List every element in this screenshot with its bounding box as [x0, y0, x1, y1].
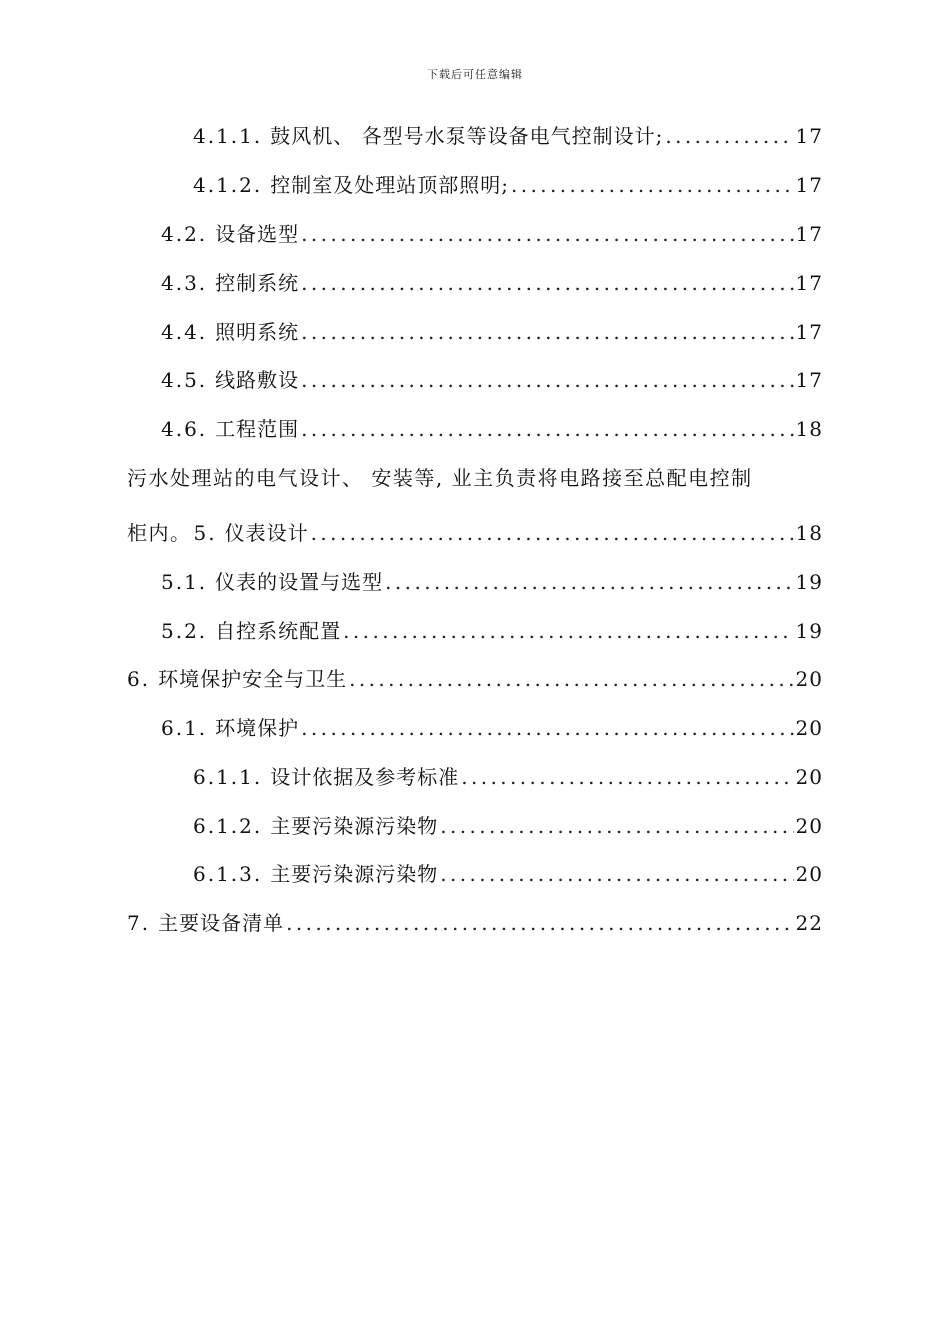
toc-entry-page: 17: [795, 271, 823, 295]
stray-paragraph-line: 污水处理站的电气设计、 安装等, 业主负责将电路接至总配电控制: [127, 466, 753, 490]
dot-leader: [301, 708, 793, 748]
toc-entry-page: 22: [795, 911, 823, 935]
dot-leader: [440, 806, 793, 846]
toc-entry-page: 17: [795, 173, 823, 197]
toc-entry-number: 6.1.2.: [193, 814, 263, 838]
toc-entry-page: 18: [795, 521, 823, 545]
toc-entry-title: 控制室及处理站顶部照明;: [270, 173, 509, 197]
toc-entry-number: 7.: [127, 911, 151, 935]
toc-entry-number: 4.4.: [161, 320, 208, 344]
toc-entry-4-5[interactable]: [161, 360, 823, 400]
toc-entry-4-6[interactable]: [161, 409, 823, 449]
toc-entry-page: 20: [795, 814, 823, 838]
toc-entry-page: 17: [795, 222, 823, 246]
toc-entry-title: 设备选型: [215, 222, 300, 246]
toc-entry-6-1[interactable]: [161, 708, 823, 748]
toc-entry-title: 自控系统配置: [215, 619, 342, 643]
toc-entry-page: 19: [795, 619, 823, 643]
toc-entry-title: 控制系统: [215, 271, 300, 295]
toc-entry-6-1-1[interactable]: [193, 757, 823, 797]
toc-entry-number: 6.1.3.: [193, 862, 263, 886]
toc-entry-title: 主要污染源污染物: [270, 814, 439, 838]
toc-entry-page: 17: [795, 124, 823, 148]
toc-entry-page: 17: [795, 368, 823, 392]
toc-entry-page: 20: [795, 667, 823, 691]
toc-entry-page: 18: [795, 417, 823, 441]
toc-entry-4-4[interactable]: [161, 312, 823, 352]
dot-leader: [301, 409, 793, 449]
dot-leader: [301, 214, 793, 254]
dot-leader: [511, 165, 794, 205]
toc-entry-prefix: 柜内。: [127, 521, 192, 545]
dot-leader: [349, 659, 793, 699]
dot-leader: [440, 854, 793, 894]
toc-entry-page: 20: [795, 862, 823, 886]
dot-leader: [665, 116, 793, 156]
toc-entry-5-2[interactable]: [161, 611, 823, 651]
toc-entry-number: 6.1.1.: [193, 765, 263, 789]
toc-entry-number: 6.1.: [161, 716, 208, 740]
toc-entry-number: 4.3.: [161, 271, 208, 295]
toc-entry-7[interactable]: [127, 903, 823, 943]
toc-entry-6-1-3[interactable]: [193, 854, 823, 894]
dot-leader: [301, 263, 793, 303]
dot-leader: [301, 360, 793, 400]
toc-entry-number: 5.1.: [161, 570, 208, 594]
toc-entry-4-2[interactable]: [161, 214, 823, 254]
toc-entry-4-3[interactable]: [161, 263, 823, 303]
toc-entry-title: 仪表设计: [224, 521, 309, 545]
dot-leader: [385, 562, 793, 602]
toc-entry-6-1-2[interactable]: [193, 806, 823, 846]
toc-entry-title: 主要污染源污染物: [270, 862, 439, 886]
toc-entry-number: 4.2.: [161, 222, 208, 246]
dot-leader: [286, 903, 793, 943]
toc-entry-4-1-2[interactable]: [193, 165, 823, 205]
dot-leader: [311, 513, 794, 553]
toc-entry-title: 鼓风机、 各型号水泵等设备电气控制设计;: [270, 124, 664, 148]
toc-entry-6[interactable]: [127, 659, 823, 699]
toc-entry-title: 仪表的设置与选型: [215, 570, 384, 594]
toc-entry-5[interactable]: [127, 513, 823, 553]
toc-entry-number: 4.5.: [161, 368, 208, 392]
toc-entry-page: 20: [795, 765, 823, 789]
toc-entry-page: 19: [795, 570, 823, 594]
toc-entry-title: 工程范围: [215, 417, 300, 441]
toc-entry-title: 设计依据及参考标准: [270, 765, 460, 789]
dot-leader: [301, 312, 793, 352]
toc-entry-4-1-1[interactable]: [193, 116, 823, 156]
toc-entry-page: 17: [795, 320, 823, 344]
dot-leader: [461, 757, 793, 797]
toc-entry-title: 环境保护: [215, 716, 300, 740]
toc-entry-title: 线路敷设: [215, 368, 300, 392]
toc-entry-title: 环境保护安全与卫生: [158, 667, 348, 691]
page-header: 下载后可任意编辑: [427, 68, 523, 81]
toc-entry-title: 照明系统: [215, 320, 300, 344]
toc-entry-number: 4.1.2.: [193, 173, 263, 197]
toc-entry-number: 5.: [193, 521, 217, 545]
toc-entry-title: 主要设备清单: [158, 911, 285, 935]
toc-entry-number: 5.2.: [161, 619, 208, 643]
toc-entry-number: 4.6.: [161, 417, 208, 441]
toc-entry-number: 4.1.1.: [193, 124, 263, 148]
toc-entry-5-1[interactable]: [161, 562, 823, 602]
toc-entry-number: 6.: [127, 667, 151, 691]
toc-entry-page: 20: [795, 716, 823, 740]
dot-leader: [343, 611, 793, 651]
